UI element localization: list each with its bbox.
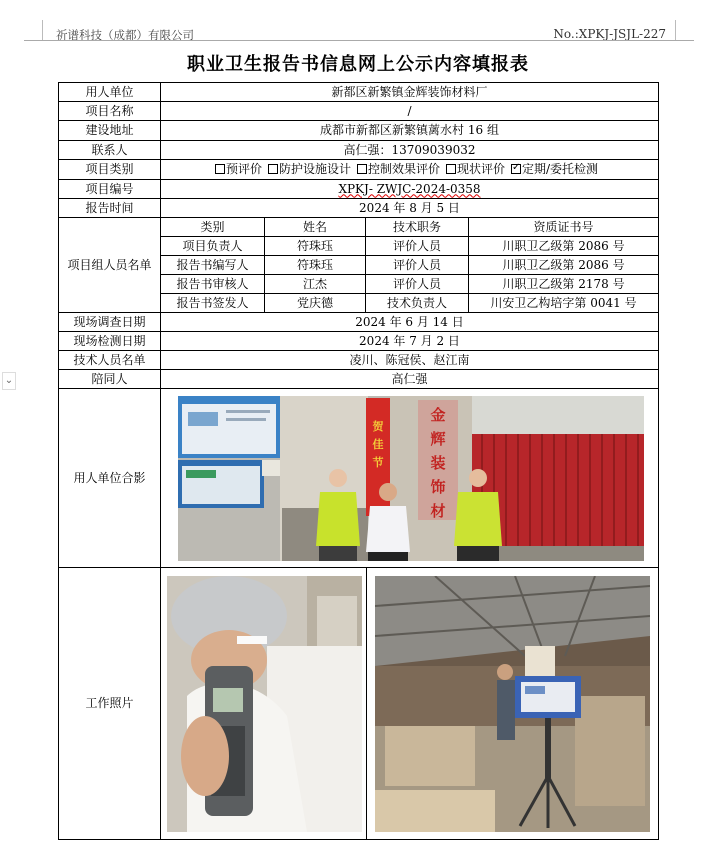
checked-checkbox-icon[interactable] <box>511 164 521 174</box>
team-header-row <box>59 218 659 237</box>
technicians-value: 凌川、陈冠侯、赵江南 <box>161 351 659 370</box>
work-photos-label: 工作照片 <box>59 568 161 840</box>
project-no-label: 项目编号 <box>59 180 161 199</box>
project-name-value: / <box>161 102 659 121</box>
team-header-role: 类别 <box>161 218 265 237</box>
checkbox-icon[interactable] <box>268 164 278 174</box>
member-name: 党庆德 <box>265 294 366 313</box>
category-option-pre-eval[interactable]: 预评价 <box>215 162 262 176</box>
svg-text:金: 金 <box>430 406 446 424</box>
report-date-value: 2024 年 8 月 5 日 <box>161 199 659 218</box>
escort-label: 陪同人 <box>59 370 161 389</box>
svg-text:贺: 贺 <box>372 420 384 433</box>
header-rule <box>24 40 694 41</box>
survey-date-value: 2024 年 6 月 14 日 <box>161 313 659 332</box>
address-value: 成都市新都区新繁镇蓠水村 16 组 <box>161 121 659 141</box>
photo-divider <box>366 568 367 839</box>
svg-text:材: 材 <box>430 502 446 520</box>
member-name: 符珠珏 <box>265 237 366 256</box>
member-title: 评价人员 <box>366 256 469 275</box>
row-technicians <box>59 351 659 370</box>
row-work-photos <box>59 568 659 840</box>
member-role: 项目负责人 <box>161 237 265 256</box>
row-escort <box>59 370 659 389</box>
row-employer <box>59 83 659 102</box>
page-title: 职业卫生报告书信息网上公示内容填报表 <box>187 54 529 75</box>
member-cert: 川职卫乙级第 2178 号 <box>469 275 659 294</box>
header-corner-left <box>24 20 43 40</box>
member-role: 报告书审核人 <box>161 275 265 294</box>
member-name: 江杰 <box>265 275 366 294</box>
svg-text:装: 装 <box>430 454 446 472</box>
employer-label: 用人单位 <box>59 83 161 102</box>
team-header-title: 技术职务 <box>366 218 469 237</box>
row-group-photo <box>59 389 659 568</box>
row-project-no <box>59 180 659 199</box>
row-address <box>59 121 659 141</box>
survey-date-label: 现场调查日期 <box>59 313 161 332</box>
test-date-value: 2024 年 7 月 2 日 <box>161 332 659 351</box>
employer-value: 新都区新繁镇金辉装饰材料厂 <box>161 83 659 102</box>
row-survey-date <box>59 313 659 332</box>
header-corner-right <box>675 20 694 40</box>
checkbox-icon[interactable] <box>357 164 367 174</box>
address-label: 建设地址 <box>59 121 161 141</box>
test-date-label: 现场检测日期 <box>59 332 161 351</box>
team-header-name: 姓名 <box>265 218 366 237</box>
member-title: 技术负责人 <box>366 294 469 313</box>
checkbox-icon[interactable] <box>446 164 456 174</box>
category-options <box>161 160 659 180</box>
category-label: 项目类别 <box>59 160 161 180</box>
team-header-cert: 资质证书号 <box>469 218 659 237</box>
row-contact <box>59 141 659 160</box>
group-photo-label: 用人单位合影 <box>59 389 161 568</box>
row-category <box>59 160 659 180</box>
contact-label: 联系人 <box>59 141 161 160</box>
checkbox-icon[interactable] <box>215 164 225 174</box>
member-title: 评价人员 <box>366 237 469 256</box>
row-report-date <box>59 199 659 218</box>
team-label: 项目组人员名单 <box>59 218 161 313</box>
report-date-label: 报告时间 <box>59 199 161 218</box>
company-name: 祈谱科技（成都）有限公司 <box>56 28 194 42</box>
technicians-label: 技术人员名单 <box>59 351 161 370</box>
svg-text:佳: 佳 <box>372 438 384 451</box>
member-role: 报告书编写人 <box>161 256 265 275</box>
member-cert: 川职卫乙级第 2086 号 <box>469 237 659 256</box>
group-photo-image <box>178 396 644 561</box>
work-photo-left <box>167 576 362 832</box>
project-name-label: 项目名称 <box>59 102 161 121</box>
member-cert: 川安卫乙构培字第 0041 号 <box>469 294 659 313</box>
contact-value: 高仁强：13709039032 <box>161 141 659 160</box>
escort-value: 高仁强 <box>161 370 659 389</box>
member-title: 评价人员 <box>366 275 469 294</box>
category-option-periodic-test[interactable]: ✓ 定期/委托检测 <box>511 162 598 176</box>
document-number: No.:XPKJ-JSJL-227 <box>553 27 666 41</box>
row-project-name <box>59 102 659 121</box>
category-option-control-eval[interactable]: 控制效果评价 <box>357 162 440 176</box>
category-option-protection-design[interactable]: 防护设施设计 <box>268 162 351 176</box>
svg-text:节: 节 <box>372 456 384 469</box>
svg-text:辉: 辉 <box>430 430 446 448</box>
work-photo-left-image <box>167 576 362 832</box>
work-photo-right-image <box>375 576 650 832</box>
category-option-status-eval[interactable]: 现状评价 <box>446 162 505 176</box>
work-photo-right <box>375 576 650 832</box>
member-cert: 川职卫乙级第 2086 号 <box>469 256 659 275</box>
svg-text:饰: 饰 <box>430 478 446 496</box>
disclosure-form-table <box>58 82 659 840</box>
group-photo <box>178 396 644 561</box>
member-name: 符珠珏 <box>265 256 366 275</box>
project-no-value: XPKJ- ZWJC-2024-0358 <box>338 181 481 196</box>
chevron-down-icon[interactable]: ⌄ <box>2 372 16 390</box>
member-role: 报告书签发人 <box>161 294 265 313</box>
row-test-date <box>59 332 659 351</box>
